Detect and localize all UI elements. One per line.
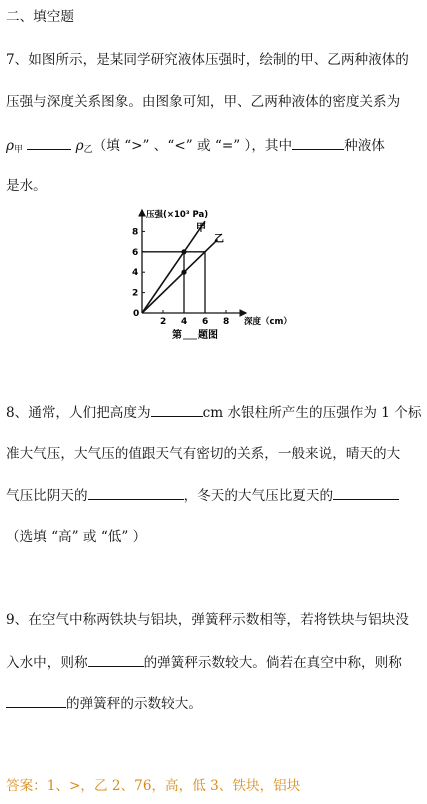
q7-line-1: 7、如图所示，是某同学研究液体压强时，绘制的甲、乙两种液体的 (6, 52, 409, 68)
q9-line-3-text: 的弹簧秤的示数较大。 (66, 696, 202, 712)
q9-line-1: 9、在空气中称两铁块与铝块，弹簧秤示数相等，若将铁块与铝块没 (6, 612, 409, 628)
q9-line-2b: 的弹簧秤示数较大。倘若在真空中称，则称 (143, 655, 402, 671)
section-title: 二、填空题 (6, 9, 74, 25)
q8-blank-sunny (88, 487, 184, 500)
x-tick-label: 2 (160, 317, 167, 327)
q7-line-3-mid: （填 “>” 、“<” 或 “=” ），其中 (92, 138, 293, 154)
q8-line-2: 准大气压，大气压的值跟天气有密切的关系，一般来说，晴天的大 (6, 446, 401, 462)
q8-line-3a: 气压比阴天的 (6, 488, 88, 504)
q8-line-1 (6, 404, 421, 421)
series-line-yi (142, 240, 218, 313)
y-tick-label: 2 (132, 288, 139, 299)
caption-left: 第 (172, 330, 182, 341)
q9-line-3 (6, 695, 202, 712)
y-tick-label: 6 (132, 247, 139, 258)
rho-yi-symbol: ρ (75, 138, 84, 154)
caption-right: 题图 (198, 330, 218, 341)
q9-line-2 (6, 654, 402, 671)
q7-line-2: 压强与深度关系图象。由图象可知，甲、乙两种液体的密度关系为 (6, 94, 401, 110)
x-axis-label: 深度（cm） (244, 317, 292, 327)
pressure-depth-chart (128, 206, 308, 346)
series-label-yi: 乙 (214, 234, 224, 245)
q7-blank-water (292, 137, 344, 150)
q8-blank-winter (333, 487, 399, 500)
series-label-jia: 甲 (196, 223, 206, 234)
data-point (181, 249, 186, 254)
q7-line-3 (6, 137, 385, 158)
q8-line-1a: 8、通常，人们把高度为 (6, 405, 151, 421)
x-tick-label: 4 (181, 317, 188, 327)
q8-line-3b: ，冬天的大气压比夏天的 (183, 488, 334, 504)
rho-jia-symbol: ρ (6, 138, 14, 154)
x-tick-label: 8 (223, 317, 230, 327)
x-tick-label: 6 (202, 317, 209, 327)
q7-line-3-end: 种液体 (344, 138, 385, 154)
y-tick-label: 4 (132, 268, 139, 279)
q7-line-4: 是水。 (6, 178, 47, 194)
q9-blank-vacuum (6, 695, 66, 708)
rho-yi-subscript: 乙 (83, 145, 93, 155)
q8-line-1b: cm 水银柱所产生的压强作为 1 个标 (202, 405, 422, 421)
q7-blank-density (27, 137, 71, 150)
rho-jia-subscript: 甲 (14, 145, 24, 155)
q9-blank-water (88, 654, 144, 667)
answer-key: 答案：1、>，乙 2、76，高，低 3、铁块，铝块 (6, 778, 301, 794)
origin-label: 0 (133, 309, 140, 319)
q8-blank-height (151, 404, 203, 417)
data-point (181, 270, 186, 275)
q9-line-2a: 入水中，则称 (6, 655, 88, 671)
y-tick-label: 8 (132, 227, 139, 238)
series-line-jia (142, 221, 205, 313)
q8-line-4: （选填 “高” 或 “低” ） (6, 529, 147, 545)
q8-line-3 (6, 487, 399, 504)
y-axis-label: 压强(×10³ Pa) (146, 210, 209, 220)
